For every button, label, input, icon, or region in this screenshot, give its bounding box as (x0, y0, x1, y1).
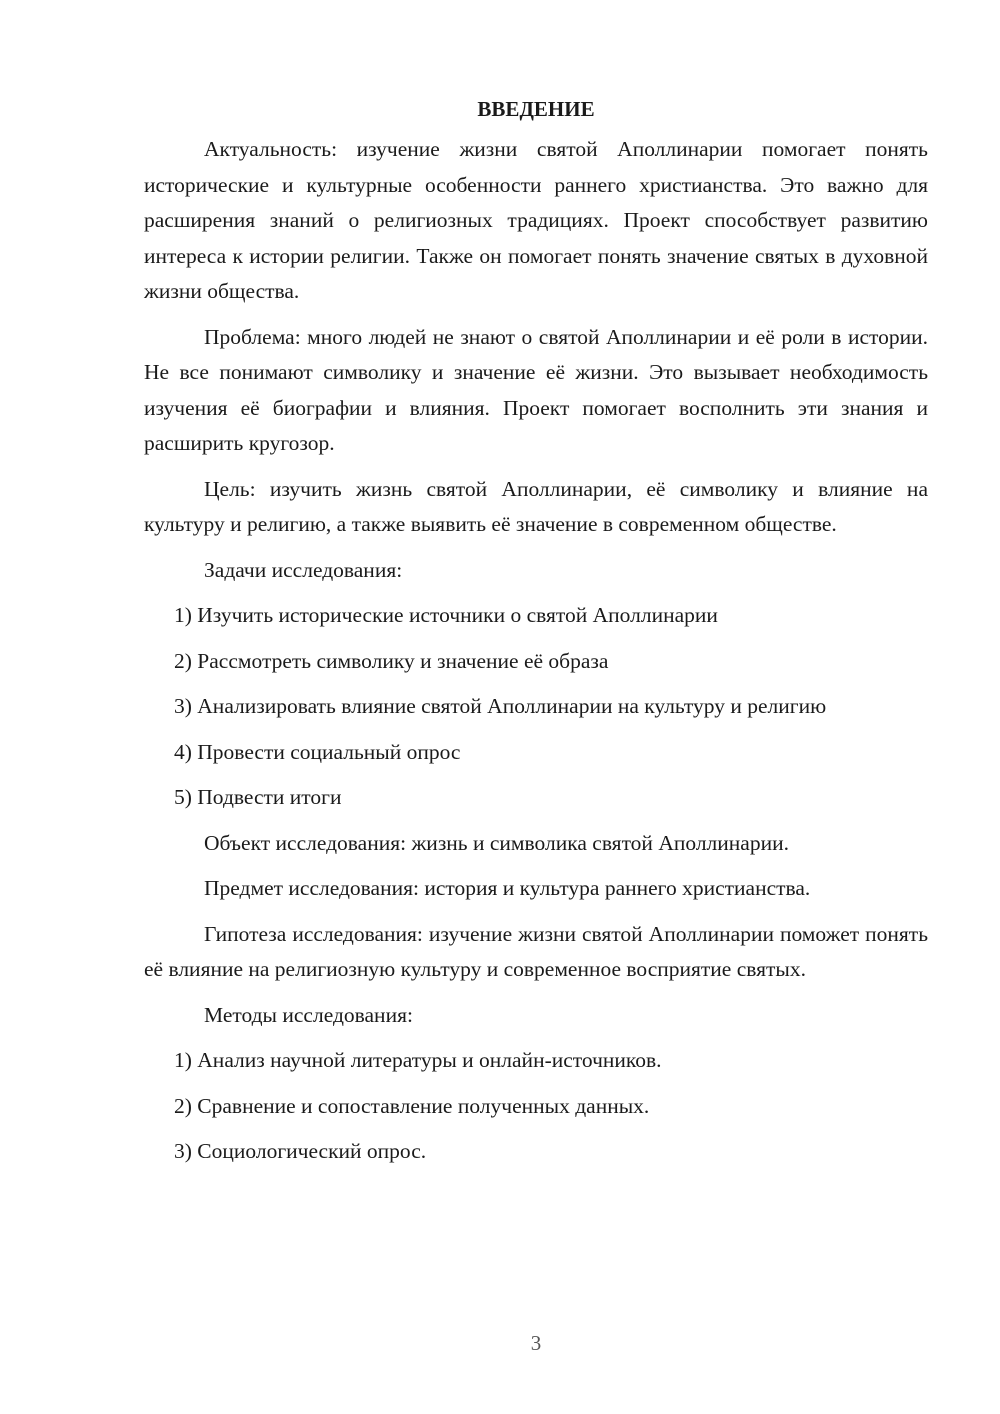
page-number: 3 (530, 1331, 542, 1355)
task-item: 1) Изучить исторические источники о святой Аполлинарии (174, 603, 718, 627)
document-body (144, 92, 928, 1180)
method-item: 3) Социологический опрос. (174, 1139, 427, 1163)
problem-paragraph: Проблема: много людей не знают о святой Аполлинарии и её роли в истории. Не все понимают символику и значение её жизни. Это вызывает необходимость изучения её биографии и влияния. Проект помогает восполнить эти знания и расширить кругозор. (144, 324, 928, 455)
task-item: 3) Анализировать влияние святой Аполлинарии на культуру и религию (174, 694, 827, 718)
relevance-paragraph: Актуальность: изучение жизни святой Аполлинарии помогает понять исторические и культурные особенности раннего христианства. Это важно для расширения знаний о религиозных традициях. Проект способствует развитию интереса к истории религии. Также он помогает понять значение святых в духовной жизни общества. (144, 137, 928, 303)
object-paragraph: Объект исследования: жизнь и символика святой Аполлинарии. (204, 830, 789, 855)
task-item: 4) Провести социальный опрос (174, 739, 461, 764)
tasks-heading: Задачи исследования: (204, 557, 403, 582)
methods-heading: Методы исследования: (204, 1002, 413, 1027)
subject-paragraph: Предмет исследования: история и культура раннего христианства. (204, 876, 811, 900)
method-item: 2) Сравнение и сопоставление полученных данных. (174, 1093, 650, 1118)
page-title: ВВЕДЕНИЕ (477, 97, 595, 121)
hypothesis-paragraph: Гипотеза исследования: изучение жизни святой Аполлинарии поможет понять её влияние на религиозную культуру и современное восприятие святых. (144, 921, 928, 981)
task-item: 2) Рассмотреть символику и значение её образа (174, 648, 609, 673)
goal-paragraph: Цель: изучить жизнь святой Аполлинарии, её символику и влияние на культуру и религию, а также выявить её значение в современном обществе. (144, 476, 928, 536)
task-item: 5) Подвести итоги (174, 785, 342, 809)
method-item: 1) Анализ научной литературы и онлайн-источников. (174, 1048, 662, 1072)
